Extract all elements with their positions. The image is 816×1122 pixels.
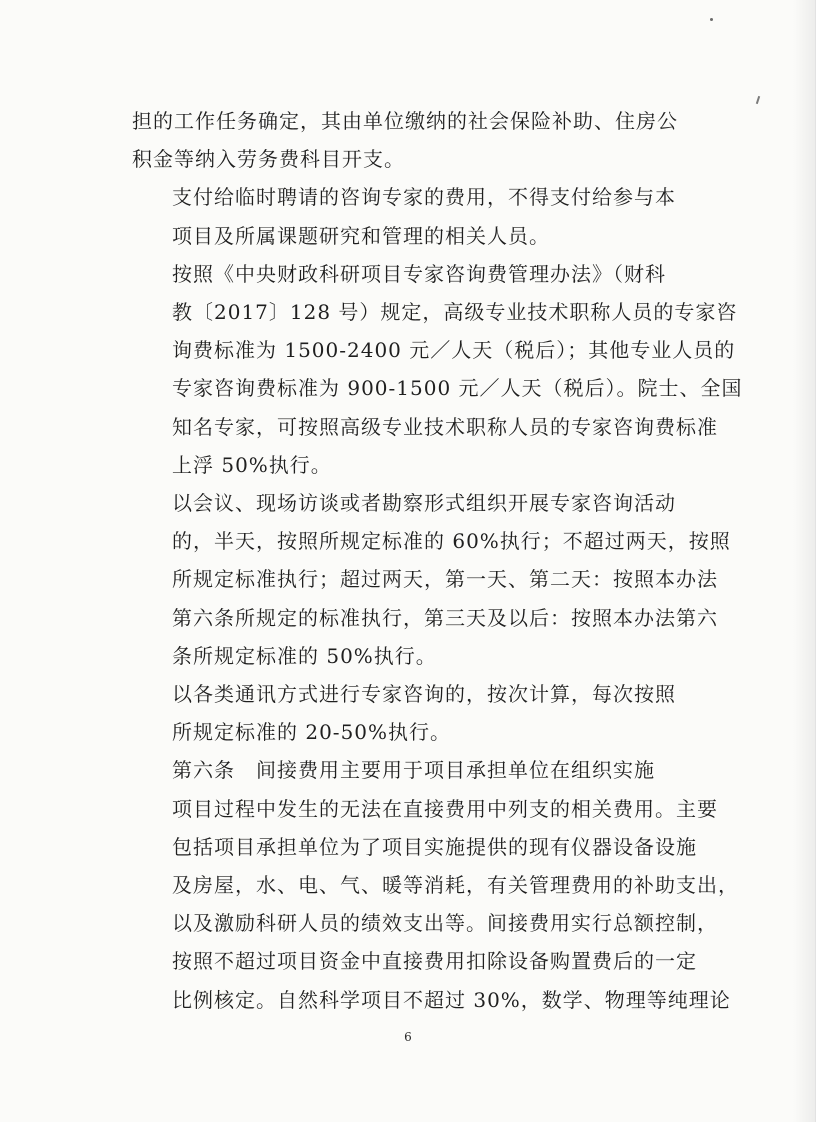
text-line: 以会议、现场访谈或者勘察形式组织开展专家咨询活动 xyxy=(172,491,676,516)
text-line: 按照《中央财政科研项目专家咨询费管理办法》（财科 xyxy=(172,261,666,286)
text-line: 以及激励科研人员的绩效支出等。间接费用实行总额控制， xyxy=(172,911,718,936)
paragraph-expert-fee-standard xyxy=(132,255,743,484)
text-line: 询费标准为 1500-2400 元／人天（税后）；其他专业人员的 xyxy=(172,338,736,363)
paragraph-expert-fee-rule xyxy=(132,178,680,254)
text-line: 以各类通讯方式进行专家咨询的，按次计算，每次按照 xyxy=(172,682,676,707)
page-number: 6 xyxy=(404,1030,412,1044)
scan-tick-mark xyxy=(756,96,760,104)
text-line: 积金等纳入劳务费科目开支。 xyxy=(132,147,405,172)
text-line: 按照不超过项目资金中直接费用扣除设备购置费后的一定 xyxy=(172,949,697,974)
text-line: 教〔2017〕128 号）规定，高级专业技术职称人员的专家咨 xyxy=(172,300,738,325)
text-line: 所规定标准执行；超过两天，第一天、第二天：按照本办法 xyxy=(172,567,718,592)
document-body xyxy=(132,102,743,1019)
text-line: 第六条所规定的标准执行，第三天及以后：按照本办法第六 xyxy=(172,605,718,630)
text-line: 项目过程中发生的无法在直接费用中列支的相关费用。主要 xyxy=(172,796,718,821)
text-line: 比例核定。自然科学项目不超过 30%，数学、物理等纯理论 xyxy=(172,987,731,1012)
text-line: 担的工作任务确定，其由单位缴纳的社会保险补助、住房公 xyxy=(132,109,678,133)
text-line: 所规定标准的 20-50%执行。 xyxy=(172,720,452,745)
text-line: 支付给临时聘请的咨询专家的费用，不得支付给参与本 xyxy=(172,185,676,210)
text-line: 上浮 50%执行。 xyxy=(172,452,332,477)
text-line: 条所规定标准的 50%执行。 xyxy=(172,643,437,668)
paragraph-consultation-activity xyxy=(132,484,731,675)
paragraph-communication-consultation xyxy=(132,675,680,751)
paragraph-article-six-indirect-costs xyxy=(132,751,739,1018)
text-line: 的，半天，按照所规定标准的 60%执行；不超过两天，按照 xyxy=(172,529,731,554)
text-line: 及房屋，水、电、气、暖等消耗，有关管理费用的补助支出， xyxy=(172,873,739,898)
text-line: 包括项目承担单位为了项目实施提供的现有仪器设备设施 xyxy=(172,834,697,859)
text-line: 专家咨询费标准为 900-1500 元／人天（税后）。院士、全国 xyxy=(172,376,743,401)
scan-edge-shadow xyxy=(793,0,815,1122)
text-line: 知名专家，可按照高级专业技术职称人员的专家咨询费标准 xyxy=(172,414,718,439)
text-line: 项目及所属课题研究和管理的相关人员。 xyxy=(172,223,550,248)
scan-speck-mark xyxy=(710,18,713,21)
paragraph-labor-fee-continuation xyxy=(132,102,680,178)
text-line: 第六条 间接费用主要用于项目承担单位在组织实施 xyxy=(172,758,655,783)
